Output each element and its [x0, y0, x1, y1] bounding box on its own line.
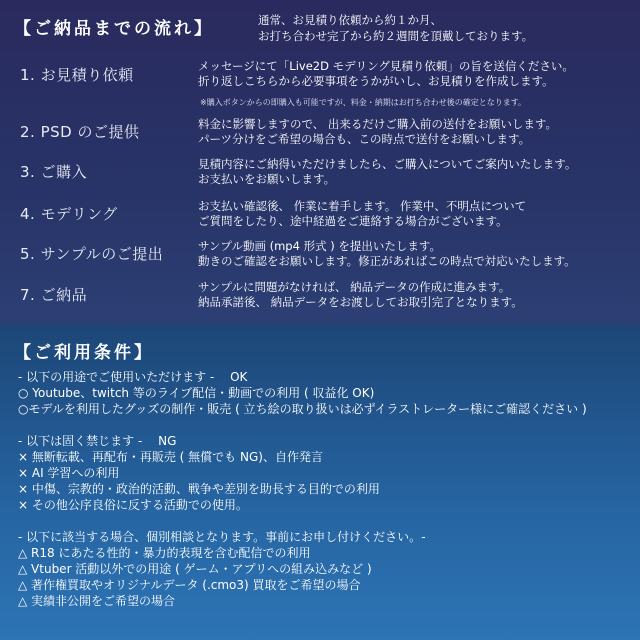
ok-item-streaming: ○ Youtube、twitch 等のライブ配信・動画での利用 ( 収益化 OK) — [18, 386, 375, 400]
step-desc-purchase: 見積内容にご納得いただけましたら、ご購入についてご案内いたします。 お支払いをお願いします。 — [198, 157, 577, 186]
step-label-delivery: 7. ご納品 — [20, 286, 88, 304]
consult-item-r18: △ R18 にあたる性的・暴力的表現を含む配信での利用 — [18, 546, 311, 560]
consult-item-non-vtuber: △ Vtuber 活動以外での用途 ( ゲーム・アプリへの組み込みなど ) — [18, 562, 372, 576]
step-label-sample: 5. サンプルのご提出 — [20, 245, 164, 263]
step-label-psd: 2. PSD のご提供 — [20, 123, 140, 141]
step-desc-modeling: お支払い確認後、 作業に着手します。 作業中、不明点について ご質問をしたり、途中経過をご連絡する場合がございます。 — [198, 199, 527, 228]
step-desc-psd: 料金に影響しますので、 出来るだけご購入前の送付をお願いします。 パーツ分けをご希望の場合も、この時点で送付をお願いします。 — [198, 117, 558, 146]
ng-heading: - 以下は固く禁じます - NG — [18, 434, 177, 448]
ng-item-defamation: × 中傷、宗教的・政治的活動、戦争や差別を助長する目的での利用 — [18, 482, 380, 496]
consult-heading: - 以下に該当する場合、個別相談となります。事前にお申し付けください。- — [18, 530, 426, 544]
step-label-purchase: 3. ご購入 — [20, 163, 88, 181]
ng-item-public-order: × その他公序良俗に反する活動での使用。 — [18, 498, 248, 512]
ok-heading: - 以下の用途でご使用いただけます - OK — [18, 370, 248, 384]
step-desc-sample: サンプル動画 (mp4 形式 ) を提出いたします。 動きのご確認をお願いします。修正があればこの時点で対応いたします。 — [198, 239, 576, 268]
step-label-modeling: 4. モデリング — [20, 205, 118, 223]
terms-section-title: 【ご利用条件】 — [14, 343, 154, 363]
consult-item-private-record: △ 実績非公開をご希望の場合 — [18, 594, 176, 608]
ng-item-ai-training: × AI 学習への利用 — [18, 466, 120, 480]
ng-item-redistribution: × 無断転載、再配布・再販売 ( 無償でも NG)、自作発言 — [18, 450, 323, 464]
step-desc-quote: メッセージにて「Live2D モデリング見積り依頼」の旨を送信ください。 折り返しこちらから必要事項をうかがいし、お見積りを作成します。 — [198, 59, 574, 88]
step-desc-delivery: サンプルに問題がなければ、 納品データの作成に進みます。 納品承諾後、 納品データをお渡ししてお取引完了となります。 — [198, 280, 523, 309]
consult-item-copyright: △ 著作権買取やオリジナルデータ (.cmo3) 買取をご希望の場合 — [18, 578, 361, 592]
step-label-quote: 1. お見積り依頼 — [20, 66, 134, 84]
delivery-intro-text: 通常、お見積り依頼から約１か月、 お打ち合わせ完了から約２週間を頂戴しております。 — [258, 13, 534, 43]
terms-section — [0, 325, 640, 640]
step-note-purchase: ※購入ボタンからの即購入も可能ですが、料金・納期はお打ち合わせ後の確定となります。 — [200, 98, 527, 107]
terms-list — [18, 369, 628, 609]
delivery-section-title: 【ご納品までの流れ】 — [14, 19, 214, 39]
ok-item-goods: ○モデルを利用したグッズの制作・販売 ( 立ち絵の取り扱いは必ずイラストレーター様にご確認ください ) — [18, 402, 587, 416]
